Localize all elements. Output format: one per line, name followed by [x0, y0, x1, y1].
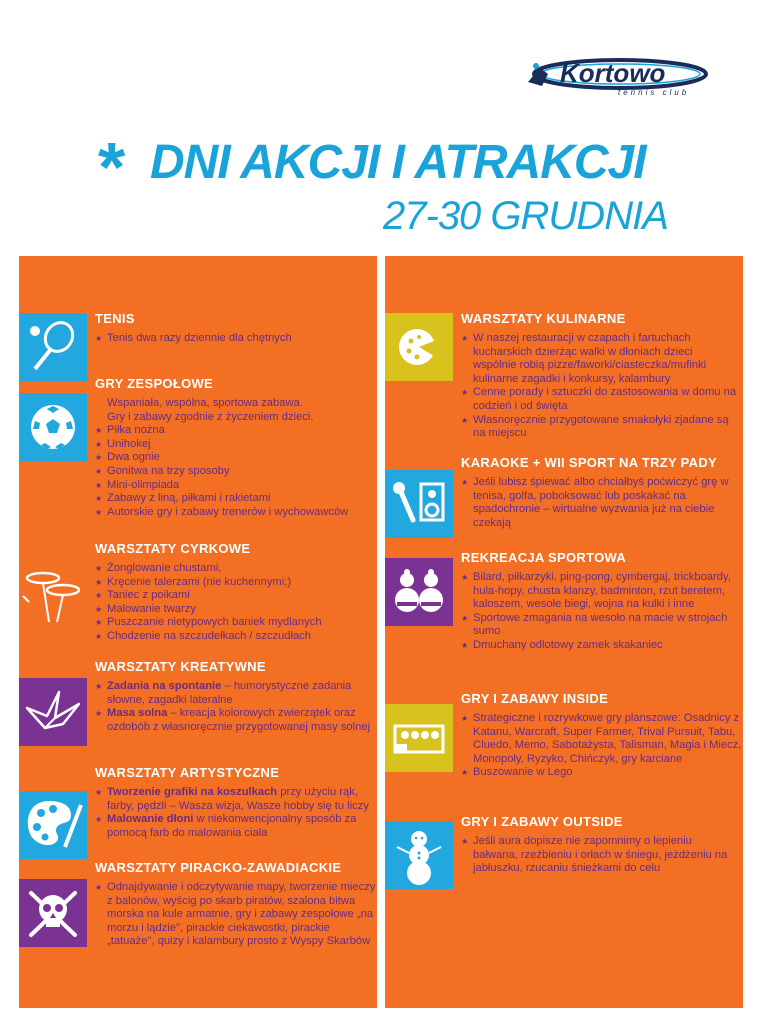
item-text: przy użyciu rąk, farby, pędzli – Wasza wizja, Wasze hobby się tu liczy	[107, 786, 369, 812]
item-bold: Malowanie dłoni	[107, 813, 194, 826]
section-title: KARAOKE + WII SPORT NA TRZY PADY	[461, 455, 718, 470]
section-gry-outside	[461, 814, 739, 876]
list-item: ★ Taniec z poikami	[95, 589, 373, 603]
list-item: ★ Buszowanie w Lego	[461, 766, 743, 780]
list-item: ★ Malowanie twarzy	[95, 603, 373, 617]
kortowo-logo	[522, 52, 712, 102]
list-item: ★ Odnajdywanie i odczytywanie mapy, tworzenie mieczy z balonów, wyścig po skarb piratów, szalona bitwa morska na kule armatnie, gry i zabawy zespołowe „na morzu i lądzie", pirackie ciekawostki, pirackie „tatuaże", quizy i kalambury prosto z Wyspy Skarbów	[95, 881, 377, 949]
page-title: DNI AKCJI I ATRAKCJI	[150, 136, 646, 189]
sumo-wrestlers-icon	[385, 558, 453, 626]
list-item: ★ Gonitwa na trzy sposoby	[95, 465, 373, 479]
section-warsztaty-pirackie	[95, 860, 377, 949]
right-column	[385, 256, 743, 1008]
list-item: ★ Sportowe zmagania na wesoło na macie w strojach sumo	[461, 612, 739, 639]
section-gry-zespolowe	[95, 376, 373, 519]
list-item: ★ Dmuchany odlotowy zamek skakaniec	[461, 639, 739, 653]
section-rekreacja-sportowa	[461, 550, 739, 653]
pizza-icon	[385, 313, 453, 381]
list-item: ★ Strategiczne i rozrywkowe gry planszowe: Osadnicy z Katanu, Warcraft, Super Farmer, Trival Pursuit, Tabu, Cluedo, Memo, Sabotażysta, Talisman, Magia i Miecz, Monopoly, Ryzyko, Chińczyk, gry karciane	[461, 712, 743, 766]
item-bold: Zadania na spontanie	[107, 680, 222, 692]
logo-name: Kortowo	[560, 58, 666, 88]
list-item: ★ W naszej restauracji w czapach i fartuchach kucharskich dzierżąc walki w dłoniach dzieci wspólnie robią pizze/faworki/ciasteczka/mufinki kulinarne zagadki i konkursy, kalambury	[461, 332, 739, 386]
item-bold: Tworzenie grafiki na koszulkach	[107, 786, 278, 798]
list-item: ★ Dwa ognie	[95, 451, 373, 465]
section-title: GRY I ZABAWY OUTSIDE	[461, 814, 623, 829]
section-warsztaty-artystyczne	[95, 765, 377, 840]
tennis-racket-icon	[19, 313, 87, 381]
skull-crossbones-icon	[19, 879, 87, 947]
section-title: GRY I ZABAWY INSIDE	[461, 691, 609, 706]
lego-brick-icon	[385, 704, 453, 772]
section-warsztaty-cyrkowe	[95, 541, 373, 644]
item-text: – kreacja kolorowych zwierzątek oraz ozdobób z własnoręcznie przygotowanej masy solnej	[107, 707, 371, 733]
logo-subtitle: tennis club	[618, 88, 690, 97]
list-item: ★ Chodzenie na szczudełkach / szczudłach	[95, 630, 373, 644]
list-item	[95, 707, 373, 734]
section-title: WARSZTATY PIRACKO-ZAWADIACKIE	[95, 860, 342, 875]
list-item: ★ Własnoręcznie przygotowane smakołyki zjadane są na miejscu	[461, 414, 739, 441]
list-item: ★ Kręcenie talerzami (nie kuchennymi;)	[95, 576, 373, 590]
list-item: ★ Tenis dwa razy dziennie dla chętnych	[95, 332, 373, 346]
snowman-icon	[385, 821, 453, 889]
page-subtitle: 27-30 GRUDNIA	[383, 194, 668, 238]
section-gry-inside	[461, 691, 743, 780]
section-title: REKREACJA SPORTOWA	[461, 550, 627, 565]
section-title: WARSZTATY KREATYWNE	[95, 659, 266, 674]
list-item: ★ Unihokej	[95, 438, 373, 452]
list-item: ★ Jeśli lubisz śpiewać albo chciałbyś poćwiczyć grę w tenisa, golfa, poboksować lub poskakać na spadochronie – wirtualne wyzwania już na ciebie czekają	[461, 476, 743, 530]
soccer-ball-icon	[19, 393, 87, 461]
list-item: ★ Zabawy z liną, piłkami i rakietami	[95, 492, 373, 506]
list-item	[95, 680, 373, 707]
list-item: ★ Mini-olimpiada	[95, 479, 373, 493]
item-text: – humorystyczne zadania słowne, zagadki lateralne	[107, 680, 352, 706]
section-intro: Gry i zabawy zgodnie z życzeniem dzieci.	[107, 410, 314, 423]
list-item: ★ Bilard, piłkarzyki, ping-pong, cymbergaj, trickboardy, hula-hopy, chusta klanzy, badminton, rzut beretem, kaloszem, wesołe biegi, wojna na kulki i inne	[461, 571, 739, 612]
list-item	[95, 813, 377, 840]
list-item: ★ Żonglowanie chustami,	[95, 562, 373, 576]
item-bold: Masa solna	[107, 707, 168, 720]
list-item: ★ Autorskie gry i zabawy trenerów i wychowawców	[95, 506, 373, 520]
section-warsztaty-kreatywne	[95, 659, 373, 734]
paper-crane-icon	[19, 678, 87, 746]
list-item	[95, 786, 377, 813]
list-item: ★ Puszczanie nietypowych baniek mydlanych	[95, 616, 373, 630]
section-title: WARSZTATY KULINARNE	[461, 311, 626, 326]
paint-palette-icon	[19, 791, 87, 859]
section-tenis	[95, 311, 373, 346]
juggling-plates-icon	[19, 562, 87, 630]
section-title: WARSZTATY CYRKOWE	[95, 541, 251, 556]
list-item: ★ Piłka nożna	[95, 424, 373, 438]
list-item: ★ Jeśli aura dopisze nie zapomnimy o lepieniu bałwana, rzeźbieniu i orłach w śniegu, jeżdżeniu na jabłuszku, rzucaniu śnieżkami do celu	[461, 835, 739, 876]
list-item: ★ Cenne porady i sztuczki do zastosowania w domu na codzień i od święta	[461, 386, 739, 413]
section-intro: Wspaniała, wspólna, sportowa zabawa.	[107, 397, 303, 409]
title-asterisk-icon: *	[98, 128, 126, 206]
section-title: GRY ZESPOŁOWE	[95, 376, 214, 391]
item-text: w niekonwencjonalny sposób za pomocą farb do malowania ciała	[107, 813, 357, 839]
section-karaoke	[461, 455, 743, 530]
section-title: WARSZTATY ARTYSTYCZNE	[95, 765, 280, 780]
section-warsztaty-kulinarne	[461, 311, 739, 441]
left-column	[19, 256, 377, 1008]
microphone-speaker-icon	[385, 470, 453, 538]
section-title: TENIS	[95, 311, 135, 326]
